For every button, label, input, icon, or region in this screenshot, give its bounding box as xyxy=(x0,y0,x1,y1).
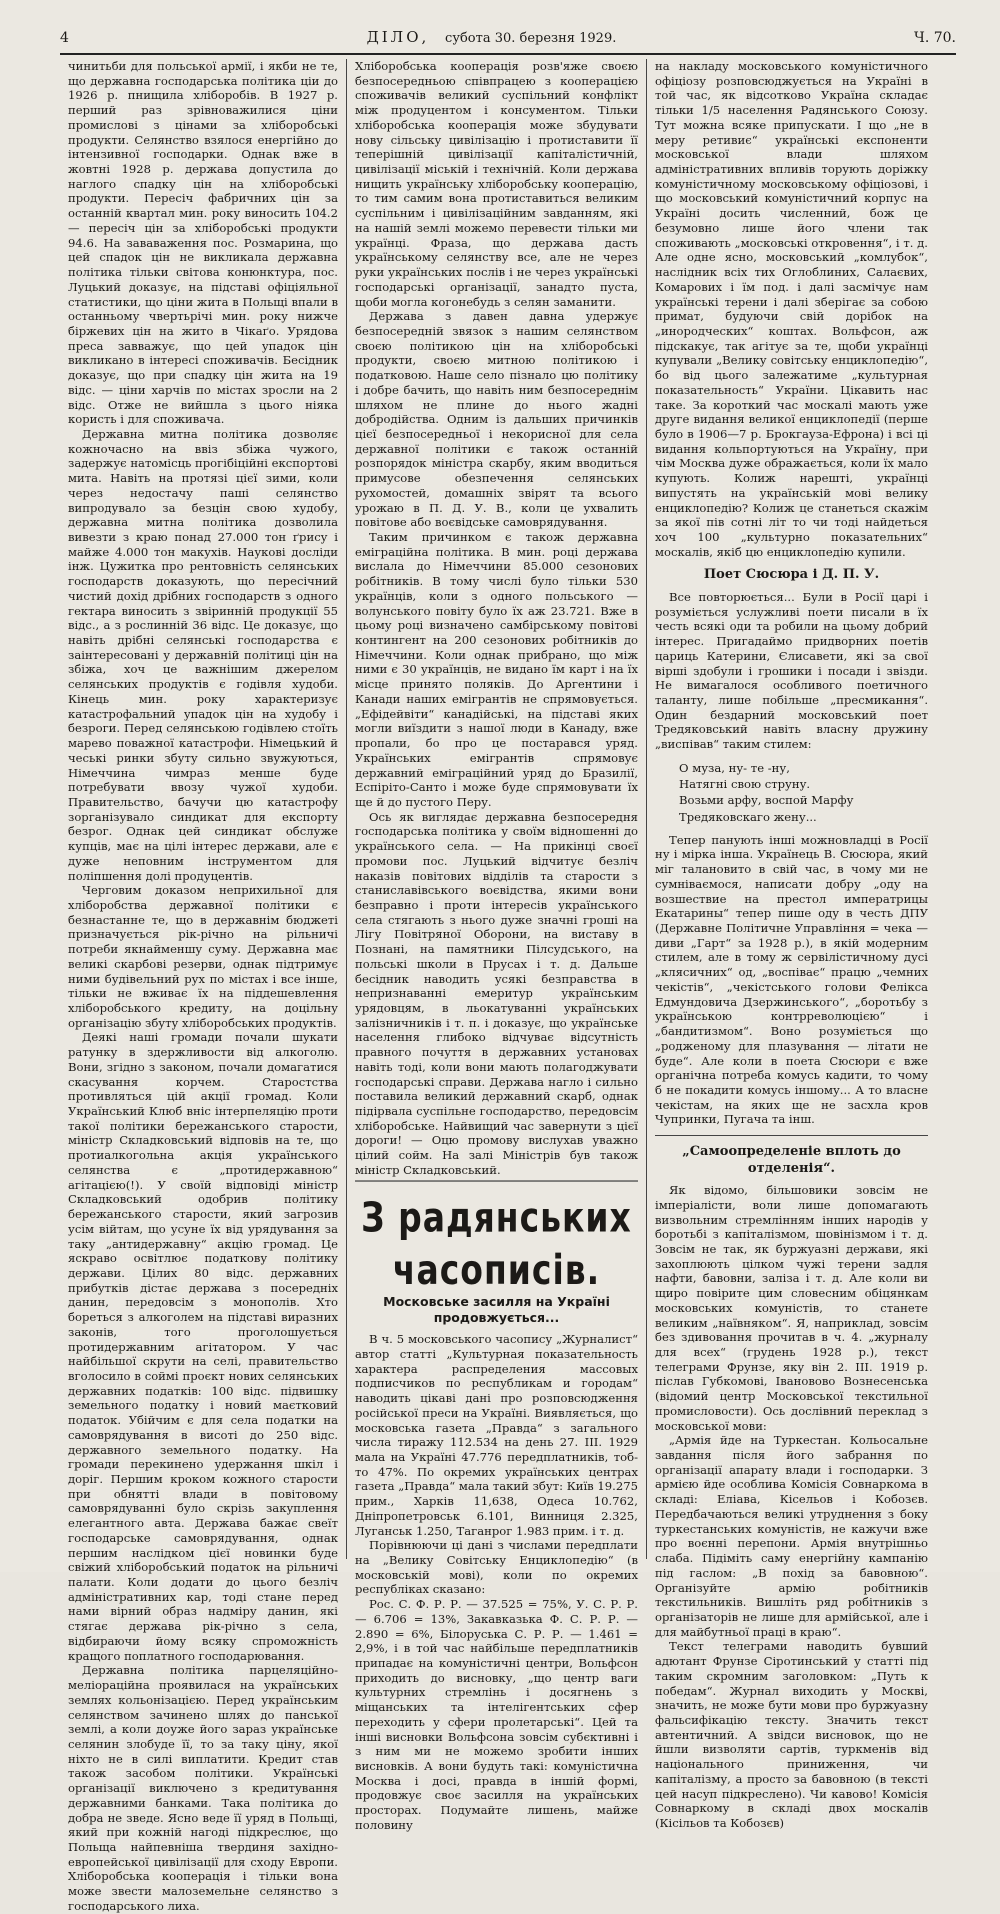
paragraph: В ч. 5 московського часопису „Журналист“ автор статті „Культурная показательность характера распределения массовых подписчиков по республикам и городам“ наводить цікаві дані про розповсюдження російської преси на Україні. Виявляється, що московська газета „Правда“ з загального числа тиражу 112.534 на день 27. III. 1929 мала на Україні 47.776 передплатників, тоб-то 47%. По окремих українських центрах газета „Правда“ мала такий збут: Київ 19.275 прим., Харків 11,638, Одеса 10.762, Дніпропетровськ 6.101, Винниця 2.325, Луганськ 1.250, Таганрог 1.983 прим. і т. д. xyxy=(355,1332,638,1538)
masthead xyxy=(367,28,617,46)
section-subtitle: Московське засилля на Україні продовжується... xyxy=(383,1294,610,1326)
paragraph: „Армія йде на Туркестан. Кольосальне завдання після його забрання по організації апарату влади і господарки. З армією йде особлива Комісія Совнаркома в складі: Еліава, Кісельов і Кобозєв. Передбачаються великі утруднення з боку туркестанських комуністів, не кажучи вже про воєнні перепони. Армія внутрішньо слаба. Підіміть саму енергійну кампанію під гаслом: „В похід за бавовною“. Організуйте армію робітників текстильників. Вишліть ряд робітників з організаторів не лише для армійської, але і для майбутньої праці в краю“. xyxy=(655,1433,928,1639)
columns xyxy=(60,59,956,1913)
paragraph: Тепер панують інші можновладці в Росії ну і мірка інша. Українець В. Сюсюра, який міг талановито в свій час, в чому ми не сумніваємося, написати добру „оду на возшествие на престол императрицы Екатарины“ тепер пише оду в честь ДПУ (Державне Політичне Управління = чека — диви „Гарт“ за 1928 р.), в якій модерним стилем, але в тому ж сервілістичному дусі „клясичних“ од, „воспіває“ працю „чемних чекістів“, „чекістського голови Фелікса Едмундовича Дзержинського“, „боротьбу з українською контрреволюцією“ і „бандитизмом“. Воно розуміється що „родженому для плазування — літати не буде“. Але коли в поета Сюсюри є вже органічна потреба комусь кадити, то чому б не покадити комусь іншому... А то власне чекістам, на яких ще не засхла кров Чупринки, Пугача та інш. xyxy=(655,832,928,1127)
paragraph: Рос. С. Ф. Р. Р. — 37.525 = 75%, У. С. Р. Р. — 6.706 = 13%, Закавказька Ф. С. Р. Р. — 2.890 = 6%, Білоруська С. Р. Р. — 1.461 = 2,9%, і в той час найбільше передплатників припадає на комуністичні центри, Вольфсон приходить до висновку, „що центр ваги культурних стремлінь і досягнень з міщанських та інтелігентських сфер переходить у сфери пролетарські“. Цей та інші висновки Вольфсона зовсім субєктивні і з ним ми не можемо зробити інших висновків. А вони будуть такі: комуністична Москва і досі, правда в іншій формі, продовжує своє засилля на українських просторах. Подумайте лишень, майже половину xyxy=(355,1597,638,1832)
article-title-self: „Самоопределеніе вплоть до отделенія“. xyxy=(682,1144,901,1176)
poem-line: Натягні свою струну. xyxy=(679,777,811,792)
paragraph: Держава з давен давна удержує безпосередній звязок з нашим селянством своєю політикою цін на хліборобські продукти, своєю митною політикою і податковою. Наше село пізнало цю політику і добре бачить, що навіть ним безпосереднім шляхом не плине до нього жадні добродійства. Одним із дальших причинків цієї безпосередньої і некорисної для села державної політики є також останній розпорядок міністра скарбу, яким вводиться примусове обезпечення селянських рухомостей, домашніх звірят та всього урожаю в П. Д. У. В., коли це ухвалить повітове або воєвідське самоврядування. xyxy=(355,309,638,530)
column-3 xyxy=(646,59,936,1830)
paragraph: на накладу московського комуністичного офіціозу розповсюджується на Україні в той час, як відсотково Україна складає тільки 1/5 населення Радянського Союзу. Тут можна всяке припускати. І що „не в меру ретивиє“ українські експоненти московської влади шляхом адміністративних впливів торують доріжку комуністичному московському офіціозові, і що московський комуністичний корпус на Україні досить численний, бож це безумовно лише його члени так споживають „московські откровення“, і т. д. Але одне ясно, московський „комлубок“, наслідник всіх тих Оглоблиних, Салаєвих, Комарових і їм под. і далі засмічує нам українські терени і далі зберігає за собою примат, будуючи свій дорібок на „инородческих“ коштах. Вольфсон, аж підскакує, так агітує за те, щоби українці купували „Велику совітську енциклопедію“, бо від цього залежатиме „культурная показательность“ України. Цікавить нас таке. За короткий час москалі мають уже друге видання великої енциклопедії (перше було в 1906—7 р. Брокгауза-Ефрона) і всі ці видання кольпортуються на Україну, при чім Москва дуже ображається, коли їх мало купують. Колиж нарешті, українці випустять на українській мові велику енциклопедію? Колиж це станеться скажім за якої пів сотні літ то чи тоді найдеться хоч 100 „культурно показательних“ москалів, якіб цю енциклопедію купили. xyxy=(655,59,928,559)
poem-line: Возьми арфу, воспой Марфу xyxy=(679,793,854,808)
section-title: З радянських часописів. xyxy=(355,1180,638,1296)
issue-date: субота 30. березня 1929. xyxy=(445,31,617,46)
paragraph: Таким причинком є також державна еміграційна політика. В мин. році держава вислала до Німеччини 85.000 сезонових робітників. В тому числі було тільки 530 українців, коли з одного польського — волунського повіту було їх аж 23.721. Вже в цьому році визначено самбірському повітові контингент на 200 сезонових робітників до Німеччини. Коли однак прибрано, що між ними є 30 українців, не видано їм карт і на їх місце принято поляків. До Аргентини і Канади наших емігрантів не спрямовується. „Ефідейвіти“ канадійські, на підставі яких могли виїздити з нашої люди в Канаду, вже пропали, бо про це постарався уряд. Українських емігрантів спрямовує державний еміграційний уряд до Бразилії, Еспіріто-Санто і може буде спрямовувати їх ще й до пустого Перу. xyxy=(355,530,638,809)
paragraph: чинитьби для польської армії, і якби не те, що державна господарська політика ціи до 1926 р. пнищила хліборобів. В 1927 р. перший раз зрівноважилися ціни промислові з цінами за хліборобські продукти. Селянство взялося енергійно до інтензивної господарки. Однак вже в жовтні 1928 р. держава допустила до наглого спадку цін на хліборобські продукти. Пересіч фабричних цін за останній квартал мин. року виносить 104.2 — пересіч цін за хліборобські продукти 94.6. На зававаження пос. Розмарина, що цей спадок цін не викликала державна політика тільки світова конюнктура, пос. Луцький доказує, на підставі офіціяльної статистики, що ціни жита в Польщі впали в останньому чвертьрічі мин. року нижче біржевих цін на жито в Чікаґо. Урядова преса завважує, що цей упадок цін викликано в інтересі споживачів. Бесідник доказує, що при спадку цін жита на 19 відс. — ціни харчів по містах зросли на 2 відс. Отже не вийшла з цього ніяка користь і для споживача. xyxy=(68,59,338,427)
paragraph: Деякі наші громади почали шукати ратунку в здержливости від алкоголю. Вони, згідно з законом, почали домагатися скасування корчем. Старостства противляться цій акції громад. Коли Український Клюб вніс інтерпеляцію проти такої політики бережанського старости, міністр Складковський відповів на те, що протиалкогольна акція українського селянства є „протидержавною“ агітацією(!). У своїй відповіді міністр Складковський одобрив політику бережанського старости, який загрозив усім війтам, що усуне їх від урядування за таку „антидержавну“ акцію громад. Це яскраво освітлює податкову політику держави. Цілих 80 відс. державних прибутків дістає держава з посередніх данин, передовсім з монополів. Хто бореться з алкоголем на підставі виразних законів, того проголошується протидержавним агітатором. У час найбільшої скрути на селі, правительство вголосило в соймі проєкт нових селянських державних податків: 100 відс. підвишку земельного податку і новий маєтковий податок. Убійчим є для села податки на самоврядування в висоті до 250 відс. державного земельного податку. На громади перекинено удержання шкіл і доріг. Першим кроком кожного старости при обнятті влади в повітовому самоврядуванні було скрізь закуплення елегантного авта. Держава бажає свеїт господарське самоврядування, однак першим наслідком цієї новинки буде свіжий хліборобський податок на рільничі палати. Коли додати до цього безліч адміністративних кар, тоді стане перед нами вірний образ надміру данин, які стягає держава рік-річно з села, відбираючи йому всяку спроможність кращого поплатного господарювання. xyxy=(68,1030,338,1663)
paragraph: Все повторюється... Були в Росії царі і розуміється услужливі поети писали в їх честь всякі оди та робили на цьому добрий інтерес. Пригадаймо придворних поетів цариць Катерини, Єлисавети, які за свої вірші здобули і грошики і посади і звізди. Не вимагалося особливого поетичного таланту, лише побільше „пресмикання“. Один бездарний московський поет Тредяковський навіть власну дружину „виспівав“ таким стилем: xyxy=(655,589,928,752)
paragraph: Текст телеграми наводить бувший адютант Фрунзе Сіротинський у статті під таким скромним заголовком: „Путь к победам“. Журнал виходить у Москві, значить, не може бути мови про буржуазну фальсифікацію тексту. Значить текст автентичний. А звідси висновок, що не йшли визволяти сартів, туркменів від національного приниження, чи капіталізму, а просто за бавовною (в тексті цей насуп підкреслено). Чи кавово! Комісія Совнаркому в складі двох москалів (Кісільов та Кобозєв) xyxy=(655,1639,928,1830)
poem xyxy=(679,760,928,825)
column-1 xyxy=(60,59,346,1913)
poem-line: Тредяковскаго жену... xyxy=(679,809,817,824)
divider xyxy=(655,1135,928,1136)
paragraph: Ось як виглядає державна безпосередня господарська політика у своїм відношенні до українського села. — На прикінці своєї промови пос. Луцький відчитує безліч наказів повітових відділів та старости з станиславівського воєвідства, якими вони безправно і проти інтересів українського села стягають з нього дуже значні гроші на Лігу Повітряної Оборони, на виставу в Познані, на памятники Пілсудського, на польські школи в Прусах і т. д. Дальше бесідник наводить усякі безправства в непризнаванні емеритур українським урядовцям, в льокатуванні українських залізничників і т. п. і доказує, що українське населення глибоко відчуває відсутність правного почуття в державних установах навіть тоді, коли вони мають полагоджувати господарські справи. Держава нагло і сильно поставила великий державний скарб, однак підірвала суспільне господарство, передовсім хліборобське. Найвищий час завернути з цієї дороги! — Оцю промову вислухав уважно цілий сойм. На залі Міністрів був також міністр Складковський. xyxy=(355,809,638,1177)
paragraph: Хліборобська кооперація розв'яже своєю безпосередньою співпрацею з кооперацією споживачів великий суспільний конфлікт між продуцентом і консументом. Тільки хліборобська кооперація може збудувати нову сільську цивілізацію і протиставити її теперішній цивілізації капіталістичній, цивілізації міській і технічній. Коли держава нищить українську хліборобську кооперацію, то тим самим вона протиставиться великим суспільним і цивілізаційним завданням, які на нашій землі можемо перевести тільки ми українці. Фраза, що держава дасть українському селянству все, але не через руки українських послів і не через українські господарські організації, занадто пуста, щоби могла когонебудь з селян заманити. xyxy=(355,59,638,309)
page-number: 4 xyxy=(60,30,69,46)
paragraph: Державна політика парцеляційно-меліораційна проявилася на українських землях кольонізацією. Перед українським селянством зачинено шлях до панської землі, а коли доуже його зараз українське селянин злобуде її, то за таку ціну, якої ніхто не в силі виплатити. Кредит став також засобом політики. Українські організації виключено з кредитування державними банками. Така політика до добра не зведе. Ясно веде її уряд в Польщі, який при кожній нагоді підкреслює, що Польща найпевніша твердиня західно-европейської цивілізації для сходу Европи. Хліборобська кооперація і тільки вона може звести малоземельне селянство з господарського лиха. xyxy=(68,1663,338,1913)
issue-number: Ч. 70. xyxy=(914,30,956,46)
paragraph: Черговим доказом неприхильної для хліборобства державної політики є безнастанне те, що в державнім бюджеті призначується рік-річно на рільничі потреби якнайменшу суму. Державна має великі скарбові резерви, однак підтримує ними будівельний рух по містах і все інше, тільки не вживає їх на піддешевлення хліборобського кредиту, на доцільну організацію збуту хліборобських продуктів. xyxy=(68,883,338,1030)
poem-line: О муза, ну- те -ну, xyxy=(679,760,790,775)
article-title-poet: Поет Сюсюра і Д. П. У. xyxy=(703,567,880,583)
newspaper-title: ДІЛО, xyxy=(366,28,430,46)
paragraph: Державна митна політика дозволяє кожночасно на ввіз збіжа чужого, задержує натомісць прогібіційні експортові мита. Навіть на протязі цієї зими, коли через недостачу паші селянство випродувало за безцін свою худобу, державна митна політика дозволила вивезти з краю понад 27.000 тон ґрису і майже 4.000 тон макухів. Наукові досліди інж. Цужитка про рентовність селянських господарств доказують, що пересічний чистий дохід дрібних господарств з одного гектара виносить з звіринній продукції 55 відс., а з рослинній 36 відс. Це доказує, що навіть дрібні селянські господарства є заінтересовані у державній політиці цін на збіжа, хоч це важнішим джерелом селянських продуктів є годівля худоби. Кінець мин. року характеризує катастрофальний упадок цін на худобу і безроги. Перед селянською годівлею стоїть марево поважної катастрофи. Німецький й чеські ринки збуту сильно звужуються, Німеччина чимраз менше буде потребувати ввозу чужої худоби. Правительство, бачучи цю катастрофу зорганізувало синдикат для експорту безрог. Однак цей синдикат обслуже купців, має на цілі інтерес держави, але є дуже неповним інструментом для поліпшення долі продуцентів. xyxy=(68,426,338,883)
page-header xyxy=(60,28,956,55)
paragraph: Як відомо, більшовики зовсім не імперіалісти, воли лише допомагають визвольним стремлінням інших народів у боротьбі з капіталізмом, шовінізмом і т. д. Зовсім не так, як буржуазні держави, які захоплюють цілком чужі терени задля нафти, бавовни, заліза і т. д. Але коли ви щиро повірите цим словесним обіцянкам московських комуністів, то станете великим „наївняком“. Я, наприклад, зовсім без здивовання прочитав в ч. 4. „журналу для всех“ (грудень 1928 р.), текст телеграми Фрунзе, яку він 2. III. 1919 р. післав Губкомові, Івановово Вознесенська (відомий центр Московської текстильної промисловости). Ось дослівний переклад з московської мови: xyxy=(655,1183,928,1433)
column-2 xyxy=(346,59,646,1832)
paragraph: Порівнюючи ці дані з числами передплати на „Велику Совітську Енциклопедію“ (в московській мові), коли по окремих республіках сказано: xyxy=(355,1538,638,1597)
